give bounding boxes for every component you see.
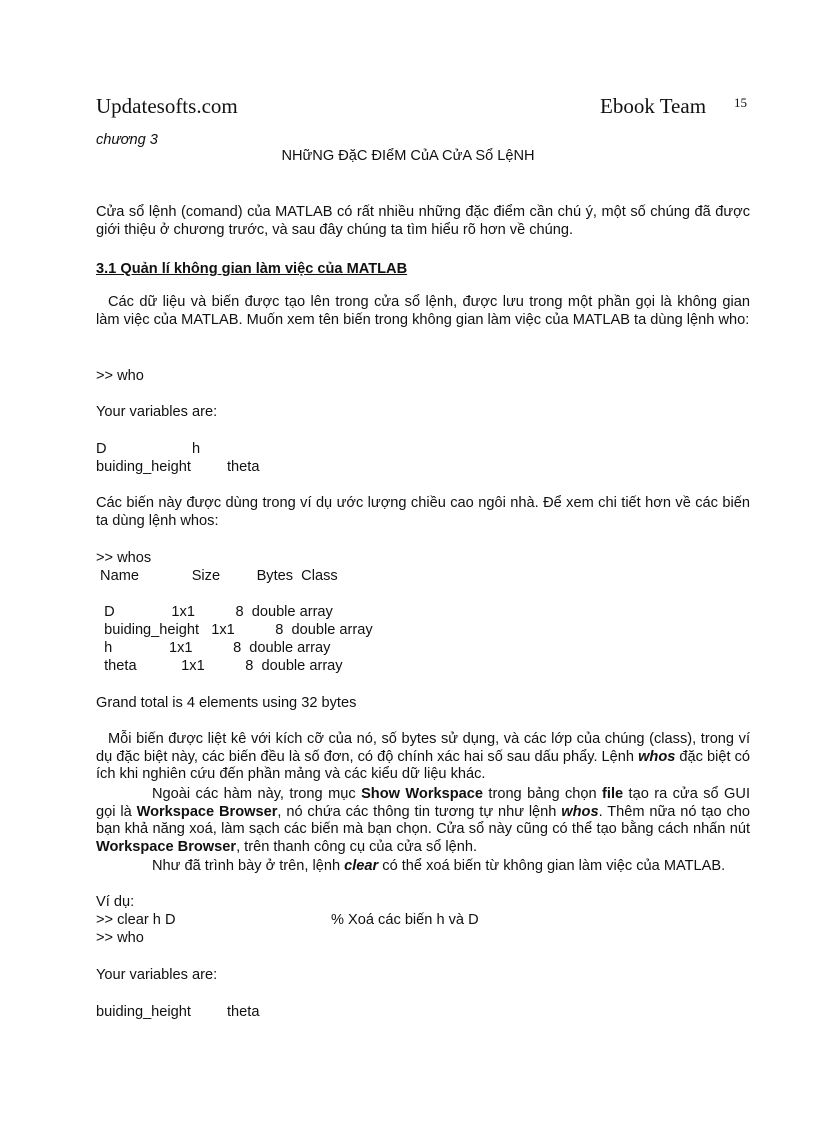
page-number: 15 xyxy=(734,95,747,110)
command-who-2: >> who xyxy=(96,930,144,946)
intro-paragraph: Cửa sổ lệnh (comand) của MATLAB có rất nhiều những đặc điểm cần chú ý, một số chúng đã được giới thiệu ở chương trước, và sau đây chúng ta tìm hiểu rõ hơn về chúng. xyxy=(96,204,750,238)
keyword-clear: clear xyxy=(344,858,379,874)
variable-theta: theta xyxy=(227,459,260,475)
whos-row: theta 1x1 8 double array xyxy=(96,658,343,674)
keyword-file: file xyxy=(602,786,624,802)
paragraph-whos: Các biến này được dùng trong ví dụ ước lượng chiều cao ngôi nhà. Để xem chi tiết hơn về các biến ta dùng lệnh whos: xyxy=(96,495,750,529)
whos-row: D 1x1 8 double array xyxy=(96,604,333,620)
your-variables-label: Your variables are: xyxy=(96,404,218,420)
remaining-variable-buiding-height: buiding_height xyxy=(96,1004,191,1020)
whos-row: buiding_height 1x1 8 double array xyxy=(96,622,373,638)
paragraph-clear: Như đã trình bày ở trên, lệnh clear có thể xoá biến từ không gian làm việc của MATLAB. xyxy=(152,858,726,874)
variable-d: D xyxy=(96,441,107,457)
variable-buiding-height: buiding_height xyxy=(96,459,191,475)
paragraph-workspace: Các dữ liệu và biến được tạo lên trong cửa sổ lệnh, được lưu trong một phần gọi là không gian làm việc của MATLAB. Muốn xem tên biến trong không gian làm việc của MATLAB ta dùng lệnh who: xyxy=(96,294,750,328)
keyword-whos: whos xyxy=(638,748,676,765)
whos-table-header: Name Size Bytes Class xyxy=(96,568,338,584)
command-whos: >> whos xyxy=(96,550,152,566)
keyword-whos: whos xyxy=(561,803,599,820)
keyword-show-workspace: Show Workspace xyxy=(361,786,483,802)
your-variables-label-2: Your variables are: xyxy=(96,967,218,983)
remaining-variable-theta: theta xyxy=(227,1004,260,1020)
keyword-workspace-browser: Workspace Browser xyxy=(136,803,278,820)
header-site-name: Updatesofts.com xyxy=(96,94,238,118)
clear-comment: % Xoá các biến h và D xyxy=(331,912,479,928)
variable-h: h xyxy=(192,441,201,457)
section-heading: 3.1 Quản lí không gian làm việc của MATLAB xyxy=(96,261,408,277)
chapter-label: chương 3 xyxy=(96,132,158,148)
example-label: Ví dụ: xyxy=(96,894,135,910)
whos-row: h 1x1 8 double array xyxy=(96,640,331,656)
chapter-title: NHữNG ĐặC ĐIểM CủA CửA Sổ LệNH xyxy=(281,148,535,164)
paragraph-workspace-browser: Ngoài các hàm này, trong mục Show Workspace trong bảng chọn file tạo ra cửa sổ GUI gọi là Workspace Browser, nó chứa các thông tin tương tự như lệnh whos. Thêm nữa nó tạo cho bạn khả năng xoá, làm sạch các biến mà bạn chọn. Cửa sổ này cũng có thể tạo bằng cách nhấn nút Workspace Browser, trên thanh công cụ của cửa sổ lệnh. xyxy=(96,786,750,855)
paragraph-variable-list: Mỗi biến được liệt kê với kích cỡ của nó, số bytes sử dụng, và các lớp của chúng (class), trong ví dụ đặc biệt này, các biến đều là số đơn, có độ chính xác hai số sau dấu phẩy. Lệnh whos đặc biệt có ích khi nghiên cứu đến phần mảng và các kiểu dữ liệu khác. xyxy=(96,731,751,783)
grand-total: Grand total is 4 elements using 32 bytes xyxy=(96,695,357,711)
header-team-name: Ebook Team xyxy=(600,94,707,118)
command-who: >> who xyxy=(96,368,144,384)
keyword-workspace-browser: Workspace Browser xyxy=(96,838,237,855)
command-clear: >> clear h D xyxy=(96,912,176,928)
